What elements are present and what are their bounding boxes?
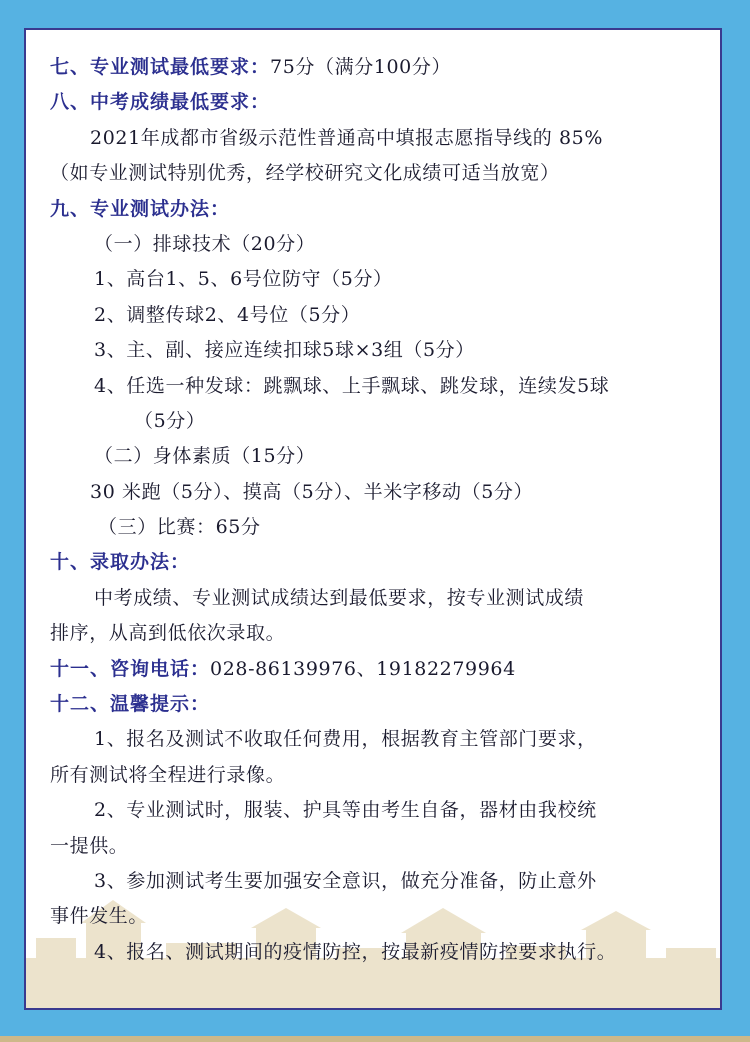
section-11-heading: 十一、咨询电话： (50, 657, 211, 680)
section-7-heading: 七、专业测试最低要求： (50, 56, 271, 78)
section-12-line: 所有测试将全程进行录像。 (50, 763, 286, 786)
section-12-heading: 十二、温馨提示： (50, 693, 211, 716)
section-7 (50, 50, 710, 85)
section-9-line: （二）身体素质（15分） (94, 445, 316, 468)
section-9-line: （三）比赛：65分 (98, 516, 261, 539)
gold-stripe (0, 1036, 750, 1042)
section-9-line: （5分） (134, 409, 206, 432)
section-10-heading: 十、录取办法： (50, 551, 191, 574)
section-9-line: 2、调整传球2、4号位（5分） (94, 303, 361, 326)
section-9-line: （一）排球技术（20分） (94, 232, 316, 255)
section-12-line: 4、报名、测试期间的疫情防控，按最新疫情防控要求执行。 (94, 940, 617, 963)
section-12-line: 2、专业测试时，服装、护具等由考生自备，器材由我校统 (94, 799, 597, 822)
contact-phone: 028-86139976、19182279964 (210, 657, 516, 680)
section-9-line: 30 米跑（5分）、摸高（5分）、半米字移动（5分） (90, 480, 534, 503)
section-7-value: 75分（满分100分） (270, 56, 452, 78)
section-11 (50, 652, 710, 687)
section-8-line: 2021年成都市省级示范性普通高中填报志愿指导线的 85% (90, 126, 604, 149)
document-content (50, 50, 710, 970)
section-12-line: 一提供。 (50, 834, 129, 857)
section-10-line: 中考成绩、专业测试成绩达到最低要求，按专业测试成绩 (94, 586, 585, 609)
section-12-line: 1、报名及测试不收取任何费用，根据教育主管部门要求， (94, 728, 597, 751)
section-9-line: 1、高台1、5、6号位防守（5分） (94, 268, 393, 291)
section-12-line: 事件发生。 (50, 905, 149, 928)
section-8-line: （如专业测试特别优秀，经学校研究文化成绩可适当放宽） (50, 162, 560, 185)
section-8-heading: 八、中考成绩最低要求： (50, 91, 271, 114)
section-9-line: 4、任选一种发球：跳飘球、上手飘球、跳发球，连续发5球 (94, 374, 610, 397)
section-12-line: 3、参加测试考生要加强安全意识，做充分准备，防止意外 (94, 869, 597, 892)
bottom-band (0, 1012, 750, 1042)
section-9-line: 3、主、副、接应连续扣球5球×3组（5分） (94, 339, 475, 362)
section-10-line: 排序，从高到低依次录取。 (50, 622, 286, 645)
section-9-heading: 九、专业测试办法： (50, 197, 231, 220)
